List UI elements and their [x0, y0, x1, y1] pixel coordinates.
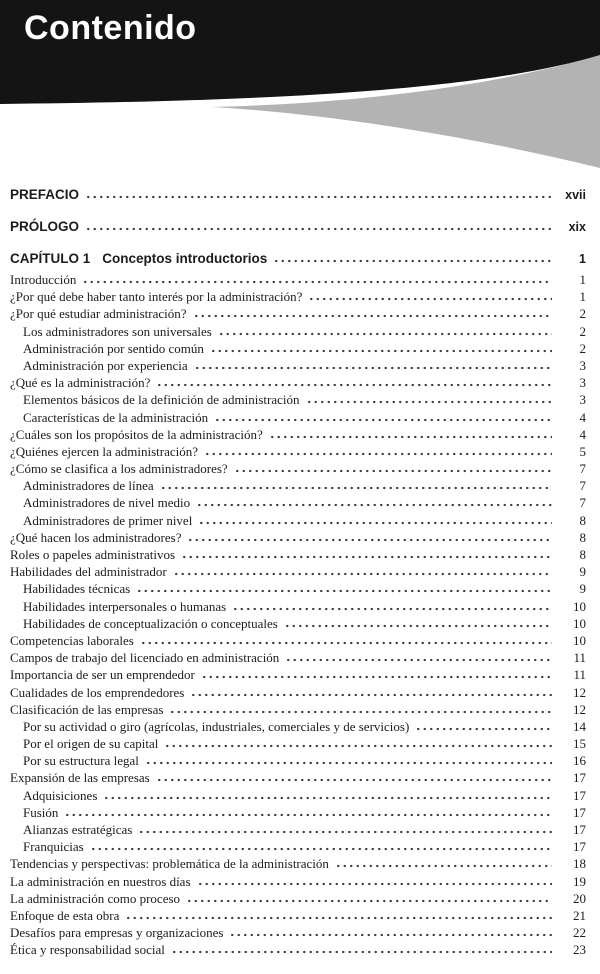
- dot-leader: [85, 227, 552, 231]
- toc-page-number: 2: [579, 323, 586, 339]
- dot-leader: [232, 607, 552, 611]
- toc-entry: [10, 461, 586, 478]
- toc-entry-label: Expansión de las empresas: [10, 770, 150, 786]
- toc-page-number: 7: [579, 478, 586, 494]
- toc-entry: [10, 702, 586, 719]
- page-header: [0, 0, 600, 175]
- toc-page-number: 4: [579, 426, 586, 442]
- toc-page-number: 17: [573, 839, 586, 855]
- toc-page-number: 8: [579, 529, 586, 545]
- toc-entry-label: Administración por experiencia: [23, 357, 188, 373]
- toc-page-number: 3: [579, 392, 586, 408]
- toc-page-number: 2: [579, 306, 586, 322]
- dot-leader: [335, 864, 552, 868]
- toc-entry: [10, 358, 586, 375]
- dot-leader: [145, 761, 552, 765]
- toc-page-number: 17: [573, 822, 586, 837]
- toc-entry: [10, 942, 586, 959]
- toc-page-number: 10: [573, 615, 586, 631]
- toc-entry-label: Por su estructura legal: [23, 753, 139, 769]
- toc-entry: [10, 547, 586, 564]
- dot-leader: [204, 452, 552, 456]
- toc-entry-label: Franquicias: [23, 839, 84, 855]
- toc-page-number: 17: [573, 804, 586, 820]
- toc-entry-label: PRÓLOGO: [10, 219, 80, 234]
- dot-leader: [415, 727, 552, 731]
- dot-leader: [285, 658, 552, 662]
- toc-page-number: xvii: [565, 188, 586, 202]
- dot-leader: [90, 847, 552, 851]
- toc-page-number: 9: [579, 581, 586, 597]
- toc-entry: [10, 822, 586, 839]
- toc-page-number: 17: [573, 770, 586, 786]
- toc-entry: [10, 289, 586, 306]
- dot-leader: [194, 366, 552, 370]
- dot-leader: [64, 813, 552, 817]
- chapter-title: Conceptos introductorios: [102, 251, 268, 266]
- dot-leader: [210, 349, 552, 353]
- toc-entry-label: Administradores de línea: [23, 478, 154, 494]
- dot-leader: [125, 916, 552, 920]
- dot-leader: [156, 383, 552, 387]
- toc-entry-label: Por el origen de su capital: [23, 736, 159, 752]
- dot-leader: [181, 555, 552, 559]
- toc-page-number: 14: [573, 718, 586, 734]
- toc-entry: [10, 530, 586, 547]
- toc-page-number: 10: [573, 632, 586, 648]
- toc-entry-label: Administración por sentido común: [23, 340, 204, 356]
- dot-leader: [138, 830, 552, 834]
- dot-leader: [198, 521, 552, 525]
- toc-entry-label: Fusión: [23, 804, 59, 820]
- toc-entry: [10, 410, 586, 427]
- dot-leader: [171, 950, 552, 954]
- toc-entry-label: Por su actividad o giro (agrícolas, industriales, comerciales y de servicios): [23, 718, 410, 734]
- toc-entry-label: Características de la administración: [23, 409, 209, 425]
- toc-entry: [10, 891, 586, 908]
- toc-page-number: 4: [579, 409, 586, 425]
- dot-leader: [197, 882, 552, 886]
- dot-leader: [306, 400, 552, 404]
- dot-leader: [169, 710, 552, 714]
- toc-entry: [10, 341, 586, 358]
- toc-entry-label: Administradores de primer nivel: [23, 512, 193, 528]
- toc-page-number: 10: [573, 598, 586, 614]
- toc-entry-label: ¿Por qué debe haber tanto interés por la administración?: [10, 289, 303, 305]
- toc-entry: [10, 616, 586, 633]
- toc-entry: [10, 874, 586, 891]
- entries-list: [10, 272, 586, 960]
- toc-entry-label: ¿Cuáles son los propósitos de la administración?: [10, 426, 263, 442]
- toc-page-number: 21: [573, 907, 586, 923]
- toc-entry: [10, 667, 586, 684]
- toc-entry-label: Introducción: [10, 272, 77, 287]
- toc-page-number: 3: [579, 375, 586, 391]
- chapter-label: CAPÍTULO 1: [10, 251, 91, 266]
- toc-entry-label: Los administradores son universales: [23, 323, 212, 339]
- toc-entry-label: Elementos básicos de la definición de administración: [23, 392, 300, 408]
- dot-leader: [234, 469, 552, 473]
- toc-page-number: 16: [573, 753, 586, 769]
- toc-entry-label: Cualidades de los emprendedores: [10, 684, 185, 700]
- toc-entry-label: Clasificación de las empresas: [10, 701, 164, 717]
- toc-entry-label: Desafíos para empresas y organizaciones: [10, 925, 224, 941]
- toc-page-number: 17: [573, 787, 586, 803]
- toc-entry: [10, 392, 586, 409]
- toc-entry-label: Habilidades de conceptualización o conceptuales: [23, 615, 278, 631]
- toc-entry: [10, 856, 586, 873]
- toc-page-number: 8: [579, 512, 586, 528]
- toc-page-number: 3: [579, 357, 586, 373]
- dot-leader: [201, 675, 552, 679]
- toc-page-number: 7: [579, 461, 586, 477]
- dot-leader: [214, 418, 552, 422]
- toc-entry: [10, 839, 586, 856]
- toc-page-number: 22: [573, 925, 586, 941]
- toc-entry-label: Habilidades técnicas: [23, 581, 131, 597]
- dot-leader: [269, 435, 552, 439]
- dot-leader: [193, 314, 552, 318]
- dot-leader: [82, 280, 552, 284]
- dot-leader: [85, 195, 552, 199]
- toc-entry-label: ¿Quiénes ejercen la administración?: [10, 443, 199, 459]
- chapter-heading: [10, 251, 586, 269]
- toc-entry-label: Adquisiciones: [23, 787, 98, 803]
- toc-entry: [10, 272, 586, 289]
- toc-page-number: xix: [568, 220, 586, 234]
- toc-page-number: 11: [573, 650, 586, 666]
- dot-leader: [190, 693, 552, 697]
- toc-entry: [10, 719, 586, 736]
- toc-entry: [10, 375, 586, 392]
- toc-page-number: 15: [573, 736, 586, 752]
- dot-leader: [308, 297, 552, 301]
- toc-entry-label: Tendencias y perspectivas: problemática de la administración: [10, 856, 329, 872]
- toc-entry: [10, 219, 586, 237]
- dot-leader: [103, 796, 552, 800]
- toc-page-number: 5: [579, 443, 586, 459]
- dot-leader: [140, 641, 552, 645]
- toc-page-number: 23: [573, 942, 586, 958]
- toc-entry-label: Competencias laborales: [10, 632, 134, 648]
- toc-entry: [10, 306, 586, 323]
- toc-page-number: 11: [573, 667, 586, 683]
- toc-entry-label: La administración en nuestros días: [10, 873, 191, 889]
- dot-leader: [273, 259, 552, 263]
- toc-page-number: 1: [579, 289, 586, 305]
- toc-entry-label: Habilidades interpersonales o humanas: [23, 598, 227, 614]
- toc-page-number: 9: [579, 564, 586, 580]
- toc-entry: [10, 633, 586, 650]
- toc-entry: [10, 788, 586, 805]
- dot-leader: [218, 332, 552, 336]
- toc-page-number: 7: [579, 495, 586, 511]
- toc-page-number: 18: [573, 856, 586, 872]
- toc-entry-label: Administradores de nivel medio: [23, 495, 191, 511]
- toc-entry-label: Enfoque de esta obra: [10, 907, 120, 923]
- dot-leader: [284, 624, 552, 628]
- dot-leader: [186, 899, 552, 903]
- table-of-contents: [0, 175, 600, 960]
- toc-entry: [10, 581, 586, 598]
- toc-page-number: 8: [579, 547, 586, 562]
- toc-entry-label: Habilidades del administrador: [10, 564, 167, 580]
- toc-entry-label: La administración como proceso: [10, 890, 181, 906]
- toc-entry-label: Roles o papeles administrativos: [10, 547, 176, 562]
- page-title: Contenido: [24, 9, 197, 47]
- toc-entry: [10, 513, 586, 530]
- toc-entry-label: Campos de trabajo del licenciado en administración: [10, 650, 280, 666]
- toc-entry-label: ¿Cómo se clasifica a los administradores?: [10, 461, 228, 477]
- toc-entry: [10, 685, 586, 702]
- toc-entry-label: Importancia de ser un emprendedor: [10, 667, 195, 683]
- toc-entry-label: ¿Qué hacen los administradores?: [10, 529, 182, 545]
- toc-entry: [10, 478, 586, 495]
- toc-page-number: 1: [579, 272, 586, 287]
- toc-page-number: 2: [579, 340, 586, 356]
- toc-entry: [10, 427, 586, 444]
- toc-entry: [10, 650, 586, 667]
- toc-entry-label: Alianzas estratégicas: [23, 822, 133, 837]
- chapter-page-number: 1: [579, 252, 586, 266]
- dot-leader: [136, 589, 552, 593]
- toc-entry: [10, 925, 586, 942]
- front-matter-list: [10, 187, 586, 237]
- dot-leader: [164, 744, 552, 748]
- toc-page-number: 20: [573, 890, 586, 906]
- toc-entry: [10, 753, 586, 770]
- toc-entry: [10, 736, 586, 753]
- toc-entry: [10, 770, 586, 787]
- toc-entry: [10, 805, 586, 822]
- toc-entry-label: ¿Qué es la administración?: [10, 375, 151, 391]
- dot-leader: [187, 538, 552, 542]
- toc-entry: [10, 599, 586, 616]
- toc-entry: [10, 495, 586, 512]
- toc-entry: [10, 444, 586, 461]
- toc-entry-label: ¿Por qué estudiar administración?: [10, 306, 187, 322]
- toc-page-number: 19: [573, 873, 586, 889]
- dot-leader: [196, 503, 552, 507]
- toc-page-number: 12: [573, 684, 586, 700]
- dot-leader: [160, 486, 552, 490]
- toc-entry-label: Ética y responsabilidad social: [10, 942, 165, 958]
- dot-leader: [173, 572, 552, 576]
- toc-entry: [10, 564, 586, 581]
- toc-page-number: 12: [573, 701, 586, 717]
- toc-entry-label: PREFACIO: [10, 187, 80, 202]
- toc-entry: [10, 324, 586, 341]
- dot-leader: [156, 778, 552, 782]
- dot-leader: [229, 933, 552, 937]
- toc-entry: [10, 187, 586, 205]
- toc-entry: [10, 908, 586, 925]
